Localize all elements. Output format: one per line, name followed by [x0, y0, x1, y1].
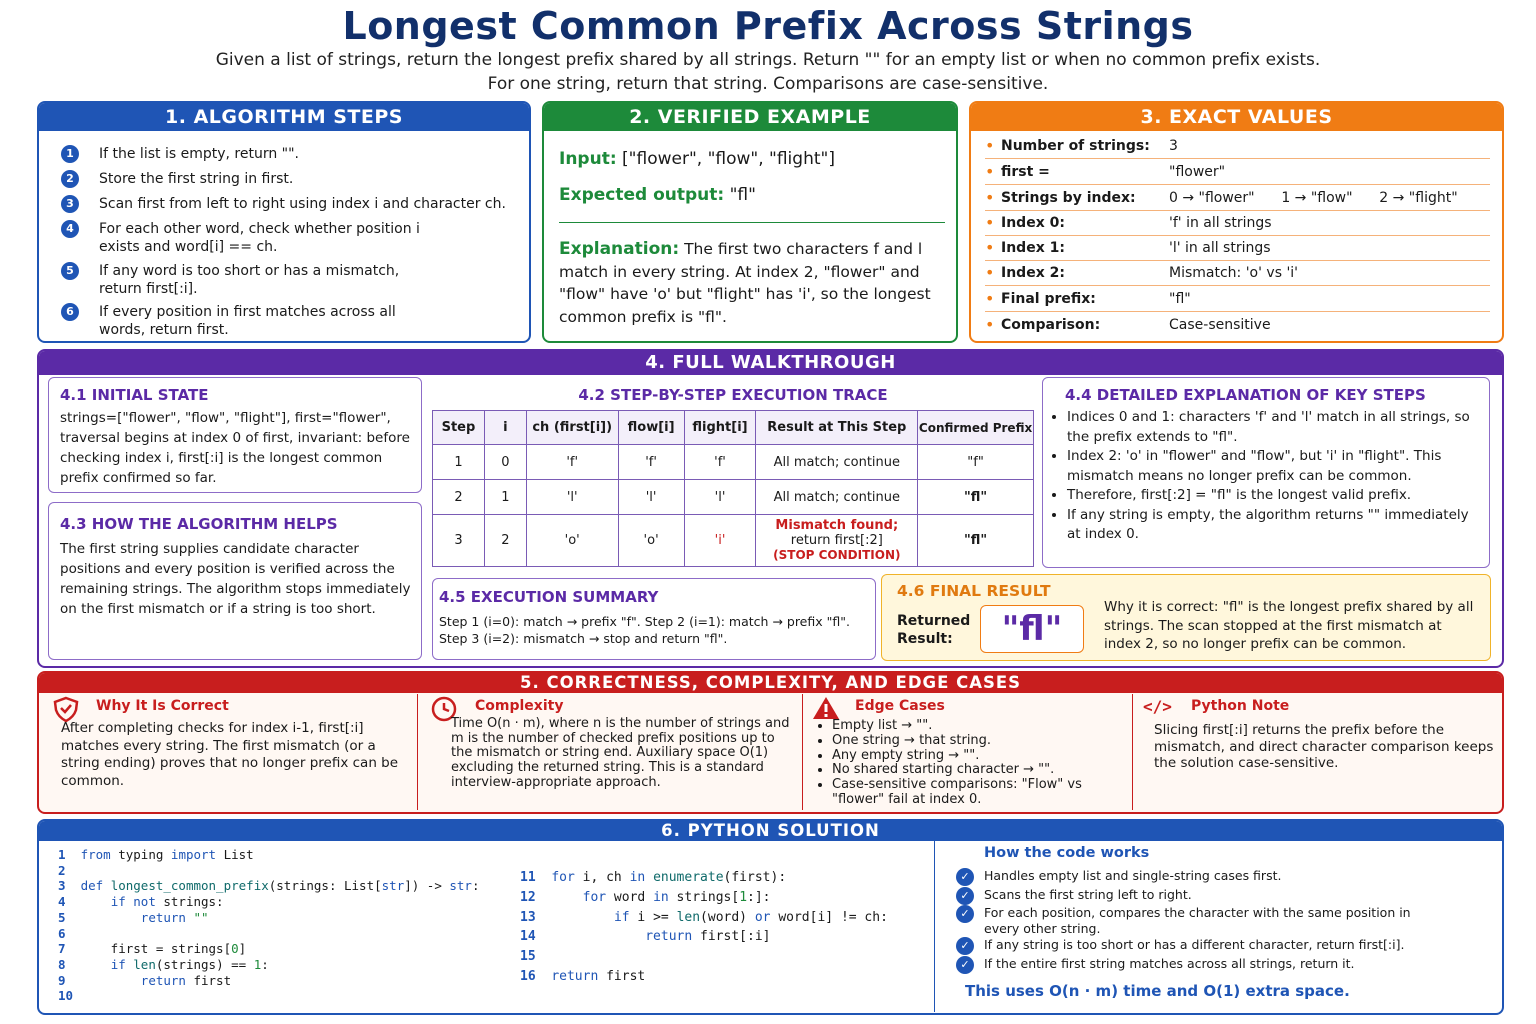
col-header: Step: [433, 411, 485, 445]
page-title: Longest Common Prefix Across Strings: [342, 4, 1194, 48]
list-item: • Therefore, first[:2] = "fl" is the longest valid prefix.: [1067, 486, 1483, 506]
summary-line: Step 1 (i=0): match → prefix "f". Step 2 (i=1): match → prefix "fl".: [439, 614, 850, 629]
python-note-text: Slicing first[:i] returns the prefix before the mismatch, and direct character comparison keeps the solution case-sensitive.: [1154, 722, 1494, 771]
explanation-label: Explanation:: [559, 239, 680, 259]
example-divider: [559, 222, 945, 223]
explanation-text: The first two characters f and l match in every string. At index 2, "flower" and "flow" have 'o' but "flight" has 'i', so the longest common prefix is "fl".: [559, 240, 931, 326]
execution-trace-table: [432, 410, 1034, 567]
column-divider: [934, 840, 935, 1012]
list-item: If the entire first string matches across all strings, return it.: [984, 956, 1355, 971]
exact-values-panel: [969, 101, 1504, 343]
list-item: • Any empty string → "".: [832, 749, 1128, 764]
list-item: For each position, compares the character with the same position in every other string.: [984, 905, 1411, 936]
output-label: Expected output:: [559, 185, 725, 205]
bullet-icon: •: [985, 213, 995, 232]
bullet-icon: •: [985, 289, 995, 308]
value-key: Index 0:: [1001, 215, 1065, 231]
list-item: • Case-sensitive comparisons: "Flow" vs "flower" fail at index 0.: [832, 778, 1128, 808]
cell-flow: 'f': [618, 445, 684, 480]
correctness-heading: 5. CORRECTNESS, COMPLEXITY, AND EDGE CASES: [39, 673, 1502, 693]
col-header: i: [484, 411, 526, 445]
step-number-badge: 6: [61, 303, 79, 321]
list-item: • No shared starting character → "".: [832, 763, 1128, 778]
edge-cases-list: [832, 719, 1128, 808]
result-mismatch: Mismatch found;: [775, 518, 899, 533]
example-explanation: [559, 238, 945, 328]
list-item: • Indices 0 and 1: characters 'f' and 'l' match in all strings, so the prefix extends to "fl".: [1067, 408, 1483, 447]
list-item: • If any string is empty, the algorithm returns "" immediately at index 0.: [1067, 506, 1483, 545]
algorithm-helps-text: The first string supplies candidate character positions and every position is verified across the remaining strings. The algorithm stops immediately on the first mismatch or if a string is too short.: [60, 541, 411, 617]
value-key: Index 2:: [1001, 265, 1065, 281]
check-circle-icon: ✓: [956, 887, 974, 905]
step-number-badge: 5: [61, 262, 79, 280]
cell-ch: 'l': [526, 480, 618, 515]
list-item: • Empty list → "".: [832, 719, 1128, 734]
execution-summary-text: [439, 613, 850, 647]
label-line: Result:: [897, 631, 953, 647]
algorithm-helps-box: [48, 502, 422, 660]
step-text: If every position in first matches across all words, return first.: [99, 304, 396, 338]
why-correct-heading: Why It Is Correct: [96, 698, 229, 714]
page-subtitle-line1: Given a list of strings, return the longest prefix shared by all strings. Return "" for an empty list or when no common prefix exists.: [215, 50, 1321, 70]
complexity-text: Time O(n · m), where n is the number of strings and m is the number of checked prefix positions up to the mismatch or string end. Auxiliary space O(1) excluding the returned string. This is a standard interview-appropriate approach.: [451, 716, 790, 790]
col-header: flow[i]: [618, 411, 684, 445]
value-key: Strings by index:: [1001, 190, 1136, 206]
value-row: [985, 235, 1490, 261]
example-input: [559, 149, 835, 169]
table-row: [433, 515, 1034, 567]
check-circle-icon: ✓: [956, 937, 974, 955]
cell-result: All match; continue: [756, 445, 918, 480]
bullet-icon: •: [985, 263, 995, 282]
value-val: "fl": [1169, 291, 1191, 307]
edge-cases-heading: Edge Cases: [855, 698, 945, 714]
cell-flight: 'i': [684, 515, 756, 567]
value-row: [985, 159, 1490, 185]
value-val: 'f' in all strings: [1169, 215, 1272, 231]
list-item: • Index 2: 'o' in "flower" and "flow", but 'i' in "flight". This mismatch means no longer prefix can be common.: [1067, 447, 1483, 486]
how-code-works-list: [936, 866, 1502, 986]
returned-result-label: [897, 612, 970, 648]
detailed-explanation-heading: 4.4 DETAILED EXPLANATION OF KEY STEPS: [1065, 386, 1426, 404]
cell-i: 0: [484, 445, 526, 480]
example-output: [559, 185, 756, 205]
cell-step: 3: [433, 515, 485, 567]
trace-heading: 4.2 STEP-BY-STEP EXECUTION TRACE: [578, 386, 888, 404]
cell-prefix: "f": [918, 445, 1034, 480]
list-item: If any string is too short or has a different character, return first[:i].: [984, 937, 1405, 952]
bullet-icon: •: [985, 238, 995, 257]
cell-prefix: "fl": [918, 515, 1034, 567]
input-label: Input:: [559, 149, 617, 169]
value-key: first =: [1001, 164, 1050, 180]
verified-example-heading: 2. VERIFIED EXAMPLE: [544, 103, 956, 131]
complexity-heading: Complexity: [475, 698, 564, 714]
col-header: ch (first[i]): [526, 411, 618, 445]
page-subtitle-line2: For one string, return that string. Comparisons are case-sensitive.: [487, 74, 1049, 94]
col-header: Result at This Step: [756, 411, 918, 445]
bullet-icon: •: [985, 136, 995, 155]
python-solution-heading: 6. PYTHON SOLUTION: [39, 821, 1502, 841]
final-result-text: Why it is correct: "fl" is the longest prefix shared by all strings. The scan stopped at the first mismatch at index 2, so no longer prefix can be common.: [1104, 599, 1474, 652]
result-stop: (STOP CONDITION): [773, 548, 901, 562]
complexity-footer: This uses O(n · m) time and O(1) extra space.: [965, 982, 1350, 1000]
verified-example-panel: [542, 101, 958, 343]
value-key: Number of strings:: [1001, 138, 1150, 154]
cell-prefix: "fl": [918, 480, 1034, 515]
value-key: Index 1:: [1001, 240, 1065, 256]
code-block-right: 11 for i, ch in enumerate(first): 12 for word in strings[1:]: 13 if i >= len(word) or word[i] != ch: 14 return first[:i] 15 16 return first: [520, 870, 888, 984]
table-row: [433, 480, 1034, 515]
execution-summary-heading: 4.5 EXECUTION SUMMARY: [439, 588, 659, 606]
value-row: [985, 312, 1490, 338]
value-val: 'l' in all strings: [1169, 240, 1271, 256]
walkthrough-heading: 4. FULL WALKTHROUGH: [39, 351, 1502, 375]
initial-state-heading: 4.1 INITIAL STATE: [60, 386, 209, 404]
bullet-icon: •: [985, 188, 995, 207]
initial-state-box: [48, 377, 422, 493]
value-key: Final prefix:: [1001, 291, 1096, 307]
output-value: "fl": [729, 185, 756, 205]
summary-line: Step 3 (i=2): mismatch → stop and return "fl".: [439, 631, 728, 646]
col-header: Confirmed Prefix: [918, 411, 1034, 445]
check-circle-icon: ✓: [956, 956, 974, 974]
algorithm-helps-heading: 4.3 HOW THE ALGORITHM HELPS: [60, 515, 338, 533]
column-divider: [417, 694, 418, 810]
cell-ch: 'o': [526, 515, 618, 567]
detailed-explanation-box: [1042, 377, 1490, 568]
code-brackets-icon: </>: [1143, 697, 1172, 716]
algorithm-steps-heading: 1. ALGORITHM STEPS: [39, 103, 529, 131]
cell-flight: 'l': [684, 480, 756, 515]
list-item: Handles empty list and single-string cases first.: [984, 868, 1282, 883]
step-text: If any word is too short or has a mismatch, return first[:i].: [99, 263, 400, 297]
bullet-icon: •: [985, 315, 995, 334]
algorithm-steps-panel: [37, 101, 531, 343]
column-divider: [1132, 694, 1133, 810]
cell-result: [756, 515, 918, 567]
value-row: [985, 210, 1490, 236]
initial-state-text: strings=["flower", "flow", "flight"], first="flower", traversal begins at index 0 of first, invariant: before checking index i, first[:i] is the longest common prefix confirmed so far.: [60, 410, 410, 486]
table-row: [433, 445, 1034, 480]
value-val: 3: [1169, 138, 1178, 154]
step-number-badge: 2: [61, 170, 79, 188]
cell-i: 1: [484, 480, 526, 515]
step-text: If the list is empty, return "".: [99, 146, 299, 162]
cell-flow: 'o': [618, 515, 684, 567]
value-row: [985, 286, 1490, 312]
check-circle-icon: ✓: [956, 868, 974, 886]
cell-flow: 'l': [618, 480, 684, 515]
cell-step: 2: [433, 480, 485, 515]
column-divider: [802, 694, 803, 810]
value-val: Mismatch: 'o' vs 'i': [1169, 265, 1299, 281]
python-note-heading: Python Note: [1191, 698, 1290, 714]
step-number-badge: 1: [61, 145, 79, 163]
col-header: flight[i]: [684, 411, 756, 445]
why-correct-text: After completing checks for index i-1, first[:i] matches every string. The first mismatch (or a string ending) proves that no longer prefix can be common.: [61, 720, 399, 789]
table-header-row: [433, 411, 1034, 445]
check-circle-icon: ✓: [956, 905, 974, 923]
step-number-badge: 3: [61, 195, 79, 213]
cell-i: 2: [484, 515, 526, 567]
value-row: [985, 185, 1490, 211]
step-text: Store the first string in first.: [99, 171, 294, 187]
cell-result: All match; continue: [756, 480, 918, 515]
cell-flight: 'f': [684, 445, 756, 480]
value-row: [985, 133, 1490, 159]
final-result-box: [881, 574, 1491, 661]
final-result-heading: 4.6 FINAL RESULT: [897, 582, 1051, 600]
step-text: For each other word, check whether position i exists and word[i] == ch.: [99, 221, 420, 255]
cell-step: 1: [433, 445, 485, 480]
final-result-value: "fl": [980, 605, 1084, 653]
code-block-left: 1 from typing import List 2 3 def longest_common_prefix(strings: List[str]) -> str: 4 if not strings: 5 return "" 6 7 first = strings[0] 8 if len(strings) == 1: 9 return first 10: [58, 847, 480, 1004]
list-item: • One string → that string.: [832, 734, 1128, 749]
how-code-works-heading: How the code works: [984, 845, 1150, 861]
cell-ch: 'f': [526, 445, 618, 480]
value-val: 0 → "flower" 1 → "flow" 2 → "flight": [1169, 190, 1458, 206]
value-val: Case-sensitive: [1169, 317, 1271, 333]
bullet-icon: •: [985, 162, 995, 181]
value-row: [985, 260, 1490, 286]
value-val: "flower": [1169, 164, 1226, 180]
execution-summary-box: [432, 578, 876, 660]
input-value: ["flower", "flow", "flight"]: [622, 149, 835, 169]
label-line: Returned: [897, 613, 971, 629]
list-item: Scans the first string left to right.: [984, 887, 1192, 902]
value-key: Comparison:: [1001, 317, 1101, 333]
result-return: return first[:2]: [790, 533, 883, 548]
step-text: Scan first from left to right using index i and character ch.: [99, 196, 506, 212]
exact-values-heading: 3. EXACT VALUES: [971, 103, 1502, 131]
explanation-list: [1053, 408, 1483, 545]
step-number-badge: 4: [61, 220, 79, 238]
